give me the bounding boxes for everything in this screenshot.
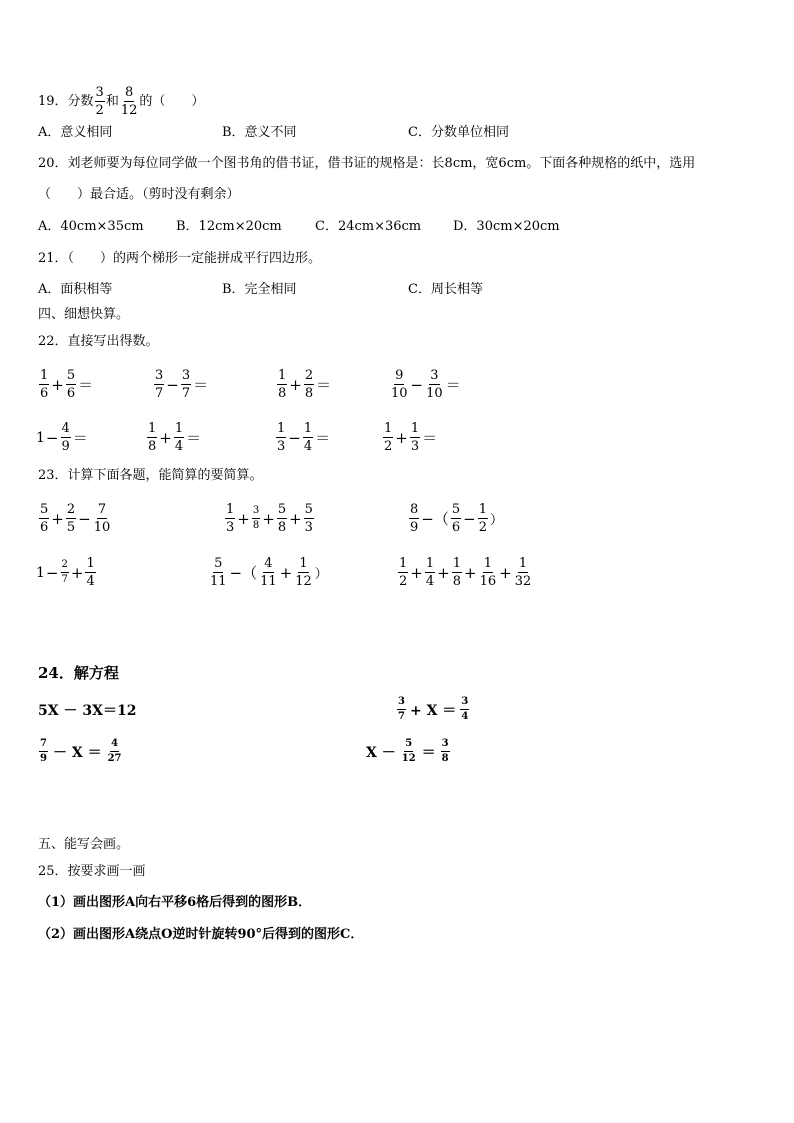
operator: − — [45, 563, 59, 582]
fraction: $\frac{5}{8}$ — [277, 502, 287, 535]
q23-item — [397, 557, 533, 588]
q20-stem-line2: （ ）最合适。（剪时没有剩余） — [38, 187, 240, 202]
equals: ＝ — [445, 376, 461, 394]
fraction: 1 6 — [40, 368, 49, 401]
equals: ＝ — [72, 429, 88, 447]
operator: + — [395, 428, 408, 447]
operator: + — [289, 375, 302, 394]
fraction: $\frac{5}{3}$ — [304, 502, 313, 535]
q23-item — [36, 557, 97, 588]
fraction: $\frac{4}{9}$ — [61, 421, 70, 454]
equals: ＝ — [315, 429, 331, 447]
fraction: 8 9 — [410, 502, 419, 535]
operator: + — [262, 509, 275, 528]
q24-equation-2 — [396, 697, 470, 722]
q23-item — [38, 503, 112, 534]
equals: ＝ — [422, 429, 438, 447]
fraction: $\frac{1}{4}$ — [303, 421, 313, 454]
operator: + — [289, 509, 302, 528]
fraction: $\frac{2}{5}$ — [66, 502, 76, 535]
equation-text: － X ＝ — [52, 744, 102, 761]
operator: − — [45, 428, 59, 447]
q21-option-b[interactable]: B．完全相同 — [222, 282, 297, 297]
q24-equation-1: 5X － 3X＝12 — [38, 703, 137, 719]
fraction: $\frac{7}{10}$ — [93, 502, 111, 535]
fraction: 1 3 — [226, 502, 235, 535]
q20-option-d[interactable]: D．30cm×20cm — [453, 219, 560, 234]
fraction: 5 12 — [401, 738, 416, 764]
q19-option-c[interactable]: C．分数单位相同 — [408, 125, 509, 140]
fraction: $\frac{2}{7}$ — [61, 559, 68, 585]
fraction: 1 8 — [148, 421, 157, 454]
fraction: 3 2 — [95, 85, 104, 118]
fraction: 8 12 — [120, 85, 138, 118]
q25-part-1: （1）画出图形A向右平移6格后得到的图形B． — [38, 895, 312, 910]
fraction: $\frac{1}{4}$ — [86, 556, 95, 589]
fraction: $\frac{2}{8}$ — [304, 368, 314, 401]
equation-text: + X ＝ — [409, 702, 457, 719]
fraction: $\frac{3}{7}$ — [181, 368, 191, 401]
q22-item — [276, 369, 332, 400]
equals: ＝ — [316, 376, 332, 394]
q23-title: 23．计算下面各题，能简算的要简算。 — [38, 468, 263, 483]
q19-stem — [38, 86, 204, 117]
q23-item — [208, 557, 329, 588]
q23-item — [224, 503, 315, 534]
operator: + — [70, 563, 84, 582]
equals: ＝ — [78, 376, 94, 394]
fraction: 5 11 — [210, 556, 227, 589]
fraction: $\frac{1}{32}$ — [514, 556, 532, 589]
fraction: 7 9 — [40, 738, 47, 764]
q22-item — [146, 422, 202, 453]
operator: + — [279, 563, 293, 582]
operator: + — [499, 563, 512, 582]
q22-title: 22．直接写出得数。 — [38, 334, 159, 349]
fraction: $\frac{1}{3}$ — [410, 421, 420, 454]
paren: ） — [314, 567, 328, 582]
q19-option-b[interactable]: B．意义不同 — [222, 125, 297, 140]
q22-item — [389, 369, 462, 400]
q20-option-c[interactable]: C．24cm×36cm — [315, 219, 422, 234]
q19-mid: 和 — [105, 93, 119, 109]
q22-item — [38, 369, 94, 400]
fraction: $\frac{3}{10}$ — [426, 368, 443, 401]
operator: − — [410, 375, 424, 394]
operator: − — [288, 428, 301, 447]
fraction: 4 11 — [260, 556, 277, 589]
q24-equation-3 — [38, 739, 124, 764]
section-heading: 五、能写会画。 — [38, 837, 130, 852]
fraction: 1 3 — [277, 421, 286, 454]
operator: + — [237, 509, 250, 528]
paren: ） — [490, 513, 504, 528]
q24-equation-4 — [366, 739, 451, 764]
operator: −（ — [421, 510, 449, 528]
operator: −（ — [229, 564, 258, 582]
fraction: $\frac{1}{12}$ — [295, 556, 312, 589]
q25-title: 25．按要求画一画 — [38, 864, 146, 879]
integer: 1 — [36, 429, 45, 446]
q21-stem: 21．（ ）的两个梯形一定能拼成平行四边形。 — [38, 251, 322, 266]
fraction: $\frac{1}{8}$ — [452, 556, 461, 589]
q22-item — [275, 422, 331, 453]
fraction: 3 7 — [155, 368, 164, 401]
q21-option-c[interactable]: C．周长相等 — [408, 282, 483, 297]
fraction: $\frac{5}{6}$ — [66, 368, 76, 401]
q20-option-b[interactable]: B．12cm×20cm — [176, 219, 282, 234]
fraction: 3 8 — [441, 738, 449, 764]
fraction: 1 2 — [399, 556, 408, 589]
fraction: $\frac{1}{16}$ — [479, 556, 497, 589]
fraction: 4 27 — [107, 738, 122, 764]
q24-title: 24．解方程 — [38, 664, 119, 682]
q23-item — [408, 503, 504, 534]
operator: + — [51, 509, 64, 528]
fraction: 5 6 — [451, 502, 461, 535]
fraction: $\frac{1}{2}$ — [478, 502, 487, 535]
operator: + — [159, 428, 172, 447]
operator: − — [166, 375, 179, 394]
fraction: 1 8 — [278, 368, 287, 401]
q19-prefix: 19．分数 — [38, 93, 94, 109]
fraction: $\frac{1}{4}$ — [174, 421, 184, 454]
q25-part-2: （2）画出图形A绕点O逆时针旋转90°后得到的图形C． — [38, 927, 364, 942]
operator: + — [437, 563, 450, 582]
fraction: $\frac{1}{4}$ — [425, 556, 435, 589]
fraction: 9 10 — [391, 368, 408, 401]
operator: + — [51, 375, 64, 394]
fraction: 5 6 — [40, 502, 49, 535]
q22-item — [153, 369, 209, 400]
fraction: $\frac{3}{8}$ — [252, 505, 260, 531]
section-heading: 四、细想快算。 — [38, 307, 130, 322]
operator: − — [463, 509, 476, 528]
equation-text: X － — [366, 744, 396, 761]
q21-option-a[interactable]: A．面积相等 — [38, 282, 113, 297]
q22-item — [382, 422, 438, 453]
fraction: 3 4 — [461, 696, 469, 722]
operator: + — [464, 563, 477, 582]
equals: ＝ — [193, 376, 209, 394]
fraction: 1 2 — [384, 421, 393, 454]
equals: ＝ — [186, 429, 202, 447]
q20-option-a[interactable]: A．40cm×35cm — [38, 219, 144, 234]
q19-suffix: 的（ ） — [139, 93, 205, 109]
integer: 1 — [36, 564, 45, 581]
fraction: 3 7 — [398, 696, 405, 722]
operator: − — [78, 509, 91, 528]
operator: + — [410, 563, 423, 582]
q22-item — [36, 422, 89, 453]
q20-stem-line1: 20．刘老师要为每位同学做一个图书角的借书证，借书证的规格是：长8cm，宽6cm。下面各种规格的纸中，选用 — [38, 156, 696, 171]
q19-option-a[interactable]: A．意义相同 — [38, 125, 113, 140]
equation-text: ＝ — [421, 744, 436, 761]
